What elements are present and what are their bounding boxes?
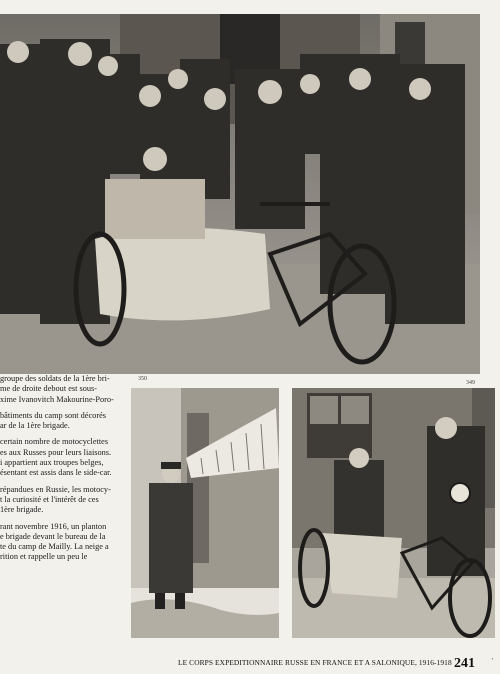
- running-footer: LE CORPS EXPEDITIONNAIRE RUSSE EN FRANCE ET A SALONIQUE, 1916-1918: [178, 658, 452, 667]
- bottom-left-photograph: [131, 388, 279, 638]
- caption-paragraph: bâtiments du camp sont décorés ar de la 1ère brigade.: [0, 410, 106, 431]
- top-photograph: [0, 14, 480, 374]
- caption-column: [0, 374, 126, 569]
- caption-paragraph: répandues en Russie, les motocy- t la curiosité et l'intérêt de ces 1ère brigade.: [0, 484, 111, 515]
- caption-paragraph: rant novembre 1916, un planton e brigade devant le bureau de la te du camp de Mailly. La neige a rition et rappelle un peu le: [0, 521, 109, 562]
- page-folio-number: 241: [454, 656, 475, 671]
- corner-mark: ': [492, 657, 494, 665]
- page-number-label: 350: [138, 376, 147, 382]
- bottom-right-photograph: [292, 388, 495, 638]
- caption-paragraph: certain nombre de motocyclettes es aux Russes pour leurs liaisons. i appartient aux troupes belges, ésentant est assis dans le side-car.: [0, 437, 112, 478]
- page-number-label: 349: [466, 380, 475, 386]
- caption-paragraph: groupe des soldats de la 1ère bri- me de droite debout est sous- xime Ivanovitch Makourine-Poro-: [0, 374, 114, 404]
